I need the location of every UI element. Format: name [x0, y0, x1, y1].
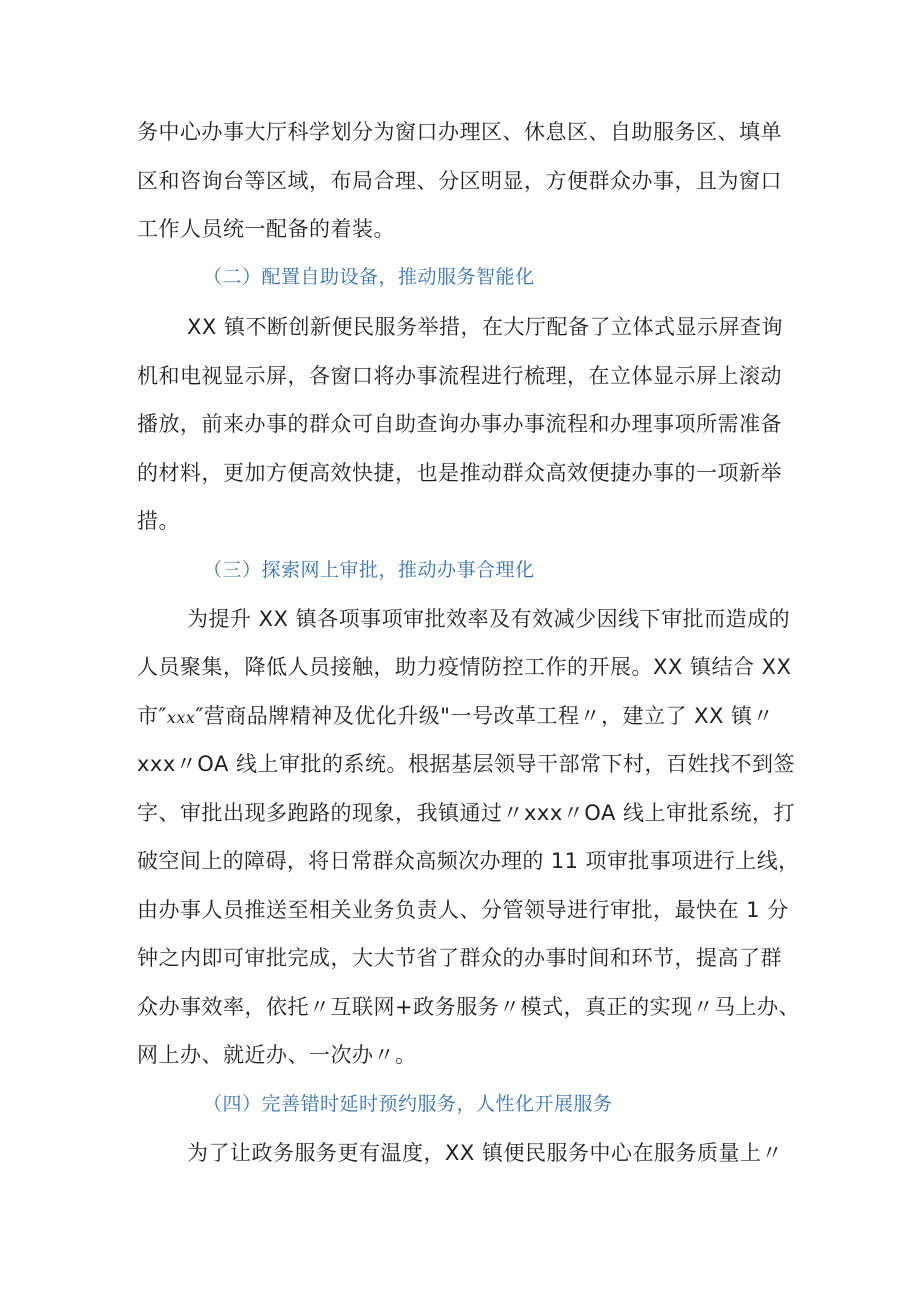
paragraph-line: 播放，前来办事的群众可自助查询办事办事流程和办理事项所需准备 — [137, 412, 782, 436]
paragraph-line: 由办事人员推送至相关业务负责人、分管领导进行审批，最快在 1 分 — [137, 898, 789, 922]
paragraph-line: 人员聚集，降低人员接触，助力疫情防控工作的开展。XX 镇结合 XX — [137, 655, 792, 679]
text-run: ″营商品牌精神及优化升级"一号改革工程〃，建立了 XX 镇〃 — [195, 704, 775, 728]
paragraph-line: 众办事效率，依托〃互联网+政务服务〃模式，真正的实现〃马上办、 — [137, 995, 801, 1019]
paragraph-line: XX 镇不断创新便民服务举措，在大厅配备了立体式显示屏查询 — [187, 315, 783, 339]
paragraph-line: 机和电视显示屏，各窗口将办事流程进行梳理，在立体显示屏上滚动 — [137, 364, 782, 388]
paragraph-line: xxx〃OA 线上审批的系统。根据基层领导干部常下村，百姓找不到签 — [137, 752, 795, 776]
paragraph-line: 破空间上的障碍，将日常群众高频次办理的 11 项审批事项进行上线， — [137, 849, 800, 873]
section-heading-2: （二）配置自助设备，推动服务智能化 — [203, 266, 535, 288]
placeholder-name: xxx — [166, 708, 196, 727]
paragraph-line: 为了让政务服务更有温度，XX 镇便民服务中心在服务质量上〃 — [187, 1141, 783, 1165]
paragraph-line: 工作人员统一配备的着装。 — [137, 217, 395, 241]
text-run: 市″ — [137, 704, 167, 728]
section-heading-4: （四）完善错时延时预约服务，人性化开展服务 — [203, 1093, 613, 1115]
paragraph-line: 措。 — [137, 509, 180, 533]
paragraph-line-mixed — [137, 701, 774, 731]
paragraph-line: 为提升 XX 镇各项事项审批效率及有效减少因线下审批而造成的 — [187, 607, 791, 631]
paragraph-line: 字、审批出现多跑路的现象，我镇通过〃xxx〃OA 线上审批系统，打 — [137, 801, 795, 825]
section-heading-3: （三）探索网上审批，推动办事合理化 — [203, 559, 535, 581]
paragraph-line: 务中心办事大厅科学划分为窗口办理区、休息区、自助服务区、填单 — [137, 120, 782, 144]
paragraph-line: 钟之内即可审批完成，大大节省了群众的办事时间和环节，提高了群 — [137, 946, 782, 970]
paragraph-line: 的材料，更加方便高效快捷，也是推动群众高效便捷办事的一项新举 — [137, 461, 782, 485]
paragraph-line: 网上办、就近办、一次办〃。 — [137, 1043, 417, 1067]
paragraph-line: 区和咨询台等区域，布局合理、分区明显，方便群众办事，且为窗口 — [137, 169, 782, 193]
